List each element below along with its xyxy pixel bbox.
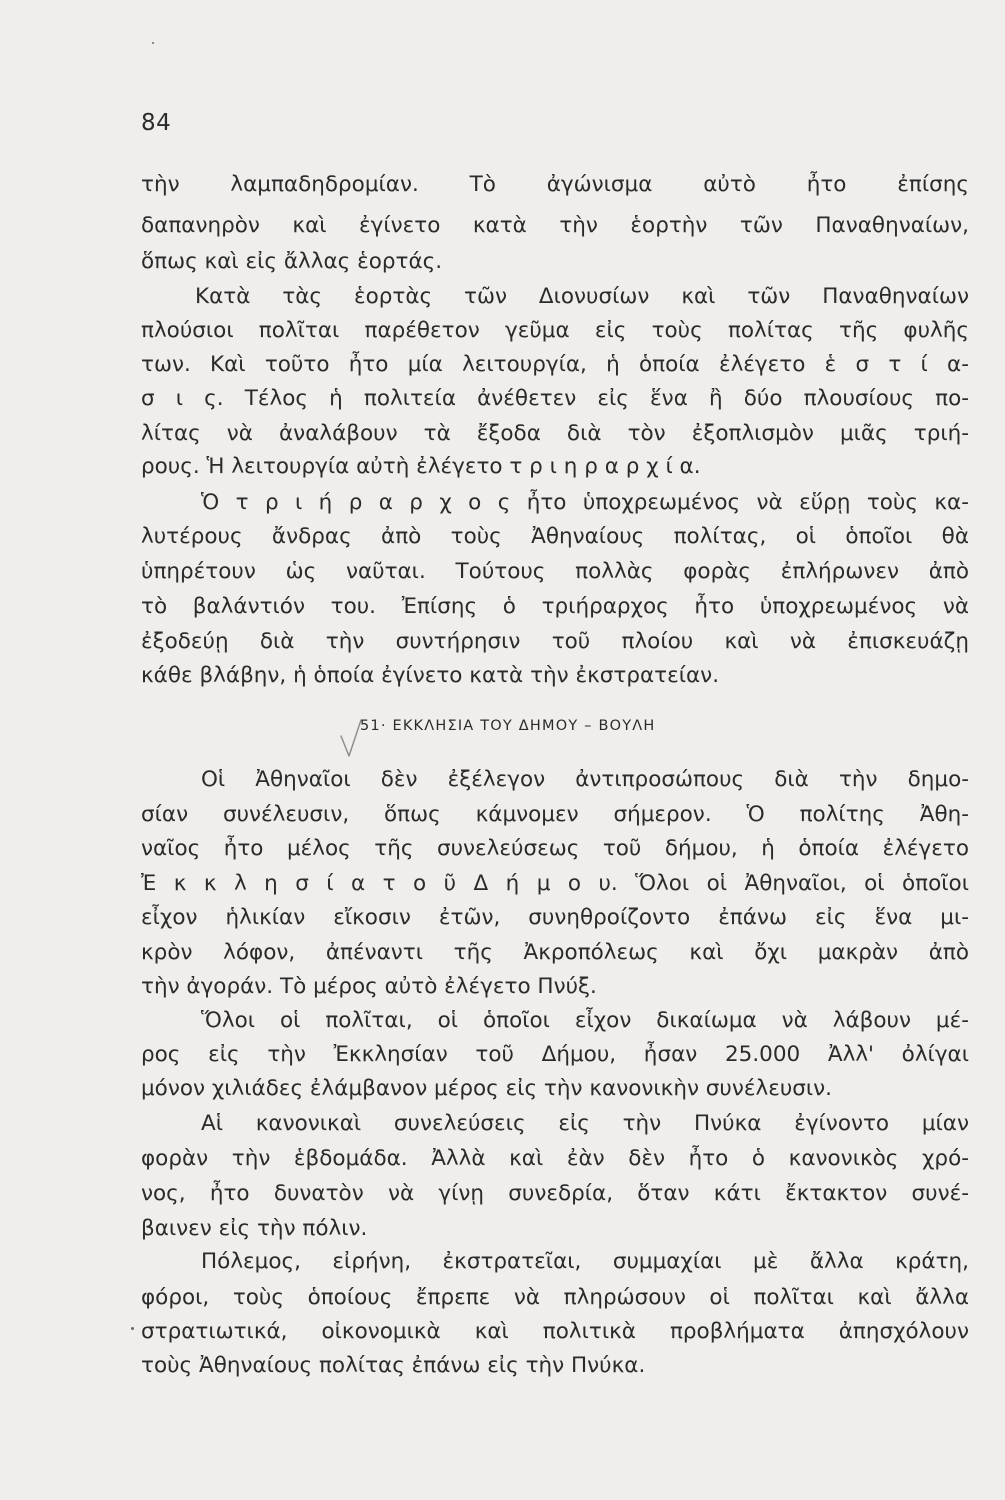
text-line: μόνον χιλιάδες ἐλάμβανον μέρος εἰς τὴν κανονικὴν συνέλευσιν. — [141, 1076, 833, 1101]
text-line: Ἐ κ κ λ η σ ί α τ ο ῦ Δ ή μ ο υ. Ὅλοι οἱ Ἀθηναῖοι, οἱ ὁποῖοι — [141, 871, 969, 896]
text-line: ἐξοδεύῃ διὰ τὴν συντήρησιν τοῦ πλοίου καὶ νὰ ἐπισκευάζῃ — [141, 629, 969, 654]
text-line: Ὁ τ ρ ι ή ρ α ρ χ ο ς ἦτο ὑποχρεωμένος νὰ εὕρῃ τοὺς κα- — [201, 490, 969, 515]
text-line: εἶχον ἡλικίαν εἴκοσιν ἐτῶν, συνηθροίζοντο ἐπάνω εἰς ἕνα μι- — [141, 905, 969, 930]
text-line: στρατιωτικά, οἰκονομικὰ καὶ πολιτικὰ προβλήματα ἀπησχόλουν — [141, 1319, 969, 1344]
text-line: σ ι ς. Τέλος ἡ πολιτεία ἀνέθετεν εἰς ἕνα ἢ δύο πλουσίους πο- — [141, 386, 969, 411]
text-line: ρους. Ἡ λειτουργία αὐτὴ ἐλέγετο τ ρ ι η ρ α ρ χ ί α. — [141, 454, 701, 479]
text-line: σίαν συνέλευσιν, ὅπως κάμνομεν σήμερον. Ὁ πολίτης Ἀθη- — [141, 802, 969, 827]
section-heading: 51· ΕΚΚΛΗΣΙΑ ΤΟΥ ΔΗΜΟΥ – ΒΟΥΛΗ — [360, 718, 656, 734]
text-line: λυτέρους ἄνδρας ἀπὸ τοὺς Ἀθηναίους πολίτας, οἱ ὁποῖοι θὰ — [141, 524, 969, 549]
text-line: Κατὰ τὰς ἑορτὰς τῶν Διονυσίων καὶ τῶν Παναθηναίων — [195, 284, 969, 309]
text-line: φόροι, τοὺς ὁποίους ἔπρεπε νὰ πληρώσουν οἱ πολῖται καὶ ἄλλα — [141, 1285, 969, 1310]
text-line: κρὸν λόφον, ἀπέναντι τῆς Ἀκροπόλεως καὶ ὄχι μακρὰν ἀπὸ — [141, 940, 969, 965]
text-line: νος, ἦτο δυνατὸν νὰ γίνῃ συνεδρία, ὅταν κάτι ἔκτακτον συνέ- — [141, 1181, 969, 1206]
text-line: πλούσιοι πολῖται παρέθετον γεῦμα εἰς τοὺς πολίτας τῆς φυλῆς — [141, 318, 969, 343]
text-line: τοὺς Ἀθηναίους πολίτας ἐπάνω εἰς τὴν Πνύκα. — [141, 1353, 646, 1378]
page-number: 84 — [141, 110, 172, 136]
scan-speck — [152, 42, 154, 44]
text-line: λίτας νὰ ἀναλάβουν τὰ ἔξοδα διὰ τὸν ἐξοπλισμὸν μιᾶς τριή- — [141, 421, 969, 446]
text-line: τὴν ἀγοράν. Τὸ μέρος αὐτὸ ἐλέγετο Πνύξ. — [141, 974, 597, 999]
text-line: τὴν λαμπαδηδρομίαν. Τὸ ἀγώνισμα αὐτὸ ἦτο ἐπίσης — [141, 172, 969, 197]
text-line: κάθε βλάβην, ἡ ὁποία ἐγίνετο κατὰ τὴν ἐκστρατείαν. — [141, 663, 720, 688]
scan-speck — [131, 1327, 134, 1330]
text-line: των. Καὶ τοῦτο ἦτο μία λειτουργία, ἡ ὁποία ἐλέγετο ἑ σ τ ί α- — [141, 352, 969, 377]
text-line: ρος εἰς τὴν Ἐκκλησίαν τοῦ Δήμου, ἦσαν 25.000 Ἀλλ' ὀλίγαι — [141, 1042, 969, 1067]
text-line: Αἱ κανονικαὶ συνελεύσεις εἰς τὴν Πνύκα ἐγίνοντο μίαν — [201, 1111, 969, 1136]
text-line: Οἱ Ἀθηναῖοι δὲν ἐξέλεγον ἀντιπροσώπους διὰ τὴν δημο- — [201, 767, 969, 792]
text-line: φορὰν τὴν ἑβδομάδα. Ἀλλὰ καὶ ἐὰν δὲν ἦτο ὁ κανονικὸς χρό- — [141, 1146, 969, 1171]
text-line: ὅπως καὶ εἰς ἄλλας ἑορτάς. — [141, 249, 443, 274]
text-line: βαινεν εἰς τὴν πόλιν. — [141, 1216, 368, 1241]
text-line: ναῖος ἦτο μέλος τῆς συνελεύσεως τοῦ δήμου, ἡ ὁποία ἐλέγετο — [141, 836, 969, 861]
text-line: ὑπηρέτουν ὡς ναῦται. Τούτους πολλὰς φορὰς ἐπλήρωνεν ἀπὸ — [141, 559, 969, 584]
text-line: τὸ βαλάντιόν του. Ἐπίσης ὁ τριήραρχος ἦτο ὑποχρεωμένος νὰ — [141, 594, 969, 619]
text-line: Πόλεμος, εἰρήνη, ἐκστρατεῖαι, συμμαχίαι μὲ ἄλλα κράτη, — [201, 1249, 969, 1274]
text-line: Ὅλοι οἱ πολῖται, οἱ ὁποῖοι εἶχον δικαίωμα νὰ λάβουν μέ- — [201, 1008, 969, 1033]
text-line: δαπανηρὸν καὶ ἐγίνετο κατὰ τὴν ἑορτὴν τῶν Παναθηναίων, — [141, 213, 969, 238]
